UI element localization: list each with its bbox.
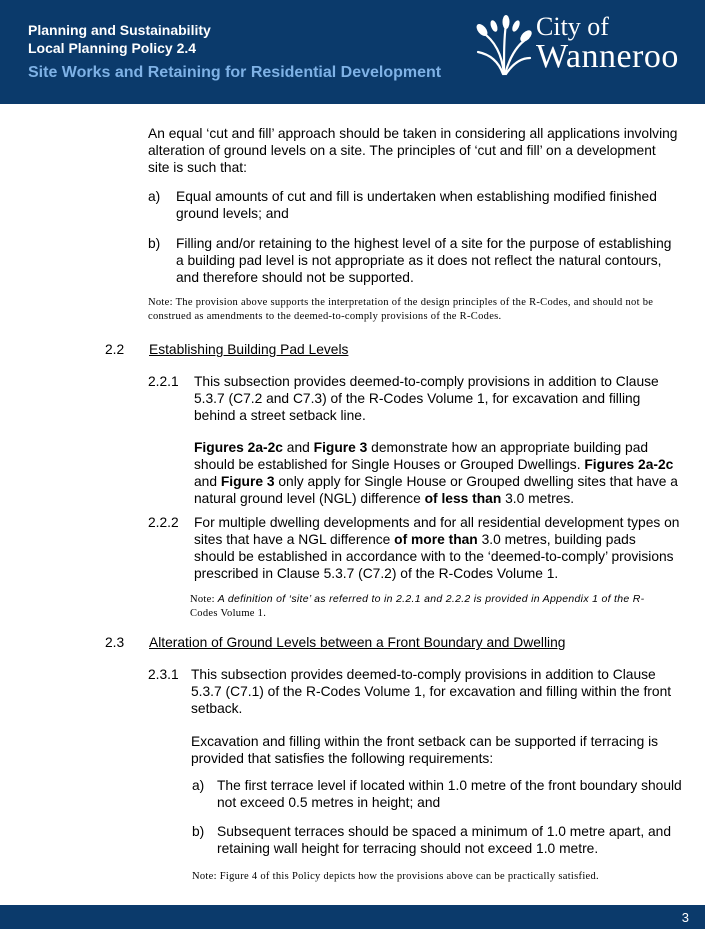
city-logo: [474, 12, 694, 82]
subsection-figures-paragraph: [194, 439, 680, 507]
subsection-2-2-1: [148, 373, 680, 507]
subsection-number: 2.2.1: [148, 374, 179, 389]
figure-reference: Figure 3: [313, 440, 368, 455]
subsection-requirements-paragraph: Excavation and filling within the front setback can be supported if terracing is provided that satisfies the following requirements:: [191, 734, 659, 766]
note-label: Note:: [190, 594, 215, 605]
list-text: Subsequent terraces should be spaced a minimum of 1.0 metre apart, and retaining wall height for terracing should not exceed 1.0 metre.: [217, 824, 672, 856]
subsection-note: [190, 592, 660, 621]
figure-reference: Figures 2a-2c: [194, 440, 283, 455]
header-policy-number: Local Planning Policy 2.4: [28, 40, 197, 56]
subsection-text: [194, 514, 680, 582]
list-text: The first terrace level if located within 1.0 metre of the front boundary should not exceed 0.5 metres in height; and: [217, 778, 682, 810]
list-label: a): [148, 189, 161, 204]
list-label: a): [192, 778, 205, 793]
section-title: Establishing Building Pad Levels: [149, 342, 349, 357]
text-run: For multiple dwelling developments and for all residential development types on sites that have a NGL difference: [194, 515, 680, 547]
note-label: Note:: [148, 297, 173, 308]
header-document-title: Site Works and Retaining for Residential Development: [28, 64, 442, 81]
section-number: 2.2: [105, 342, 125, 357]
text-run: 3.0 metres, building pads should be established in accordance with to the ‘deemed-to-comply’ provisions prescribed in Clause 5.3.7 (C7.2) of the R-Codes Volume 1.: [194, 532, 674, 581]
header-department: Planning and Sustainability: [28, 22, 211, 38]
intro-list-item: [148, 188, 680, 222]
note-text: The provision above supports the interpretation of the design principles of the R-Codes, and should not be construed as amendments to the deemed-to-comply provisions of the R-Codes.: [148, 297, 654, 322]
subsection-2-3-1: [148, 666, 680, 767]
requirements-list-item: [192, 823, 682, 857]
subsection-2-2-2: [148, 514, 680, 582]
note-text-continued: Codes Volume 1.: [190, 608, 267, 619]
section-heading-2-3: [105, 635, 685, 653]
emphasis-text: of less than: [424, 491, 502, 506]
list-text: Equal amounts of cut and fill is undertaken when establishing modified finished ground levels; and: [176, 189, 657, 221]
note-text: Figure 4 of this Policy depicts how the provisions above can be practically satisfied.: [219, 871, 599, 882]
page-number: 3: [681, 910, 689, 925]
section-heading-2-2: [105, 342, 665, 360]
intro-list-item: [148, 235, 680, 286]
text-run: and: [282, 440, 314, 455]
text-run: 3.0 metres.: [501, 491, 575, 506]
figure-reference: Figures 2a-2c: [584, 457, 674, 472]
subsection-text: This subsection provides deemed-to-comply provisions in addition to Clause 5.3.7 (C7.1) of the R-Codes Volume 1, for excavation and filling within the front setback.: [191, 667, 672, 716]
subsection-number: 2.3.1: [148, 667, 179, 682]
text-run: demonstrate how an appropriate building pad should be established for Single Houses or Grouped Dwellings.: [194, 440, 649, 472]
note-text: A definition of ‘site’ as referred to in 2.2.1 and 2.2.2 is provided in Appendix 1 of the R-: [217, 593, 645, 605]
section-number: 2.3: [105, 635, 125, 650]
text-run: only apply for Single House or Grouped dwelling sites that have a natural ground level (NGL) difference: [194, 474, 678, 506]
subsection-text: This subsection provides deemed-to-comply provisions in addition to Clause 5.3.7 (C7.2 and C7.3) of the R-Codes Volume 1, for excavation and filling behind a street setback line.: [194, 374, 659, 423]
intro-note: [148, 296, 680, 324]
figure-reference: Figure 3: [220, 474, 275, 489]
page-header: [0, 0, 705, 104]
wanneroo-plant-logo-icon: [474, 14, 532, 76]
list-text: Filling and/or retaining to the highest level of a site for the purpose of establishing a building pad level is not appropriate as it does not reflect the natural contours, and therefore should not be supported.: [176, 236, 672, 285]
subsection-note: [192, 870, 672, 884]
logo-city-text: City of: [536, 12, 609, 41]
list-label: b): [192, 824, 205, 839]
text-run: and: [194, 474, 221, 489]
subsection-number: 2.2.2: [148, 515, 179, 530]
page-footer: [0, 905, 705, 929]
requirements-list-item: [192, 777, 682, 811]
note-label: Note:: [192, 871, 217, 882]
section-title: Alteration of Ground Levels between a Front Boundary and Dwelling: [149, 635, 566, 650]
list-label: b): [148, 236, 161, 251]
logo-wanneroo-text: Wanneroo: [536, 38, 679, 75]
emphasis-text: of more than: [394, 532, 478, 547]
intro-paragraph: An equal ‘cut and fill’ approach should be taken in considering all applications involving alteration of ground levels on a site. The principles of ‘cut and fill’ on a development site is such that:: [148, 126, 678, 175]
